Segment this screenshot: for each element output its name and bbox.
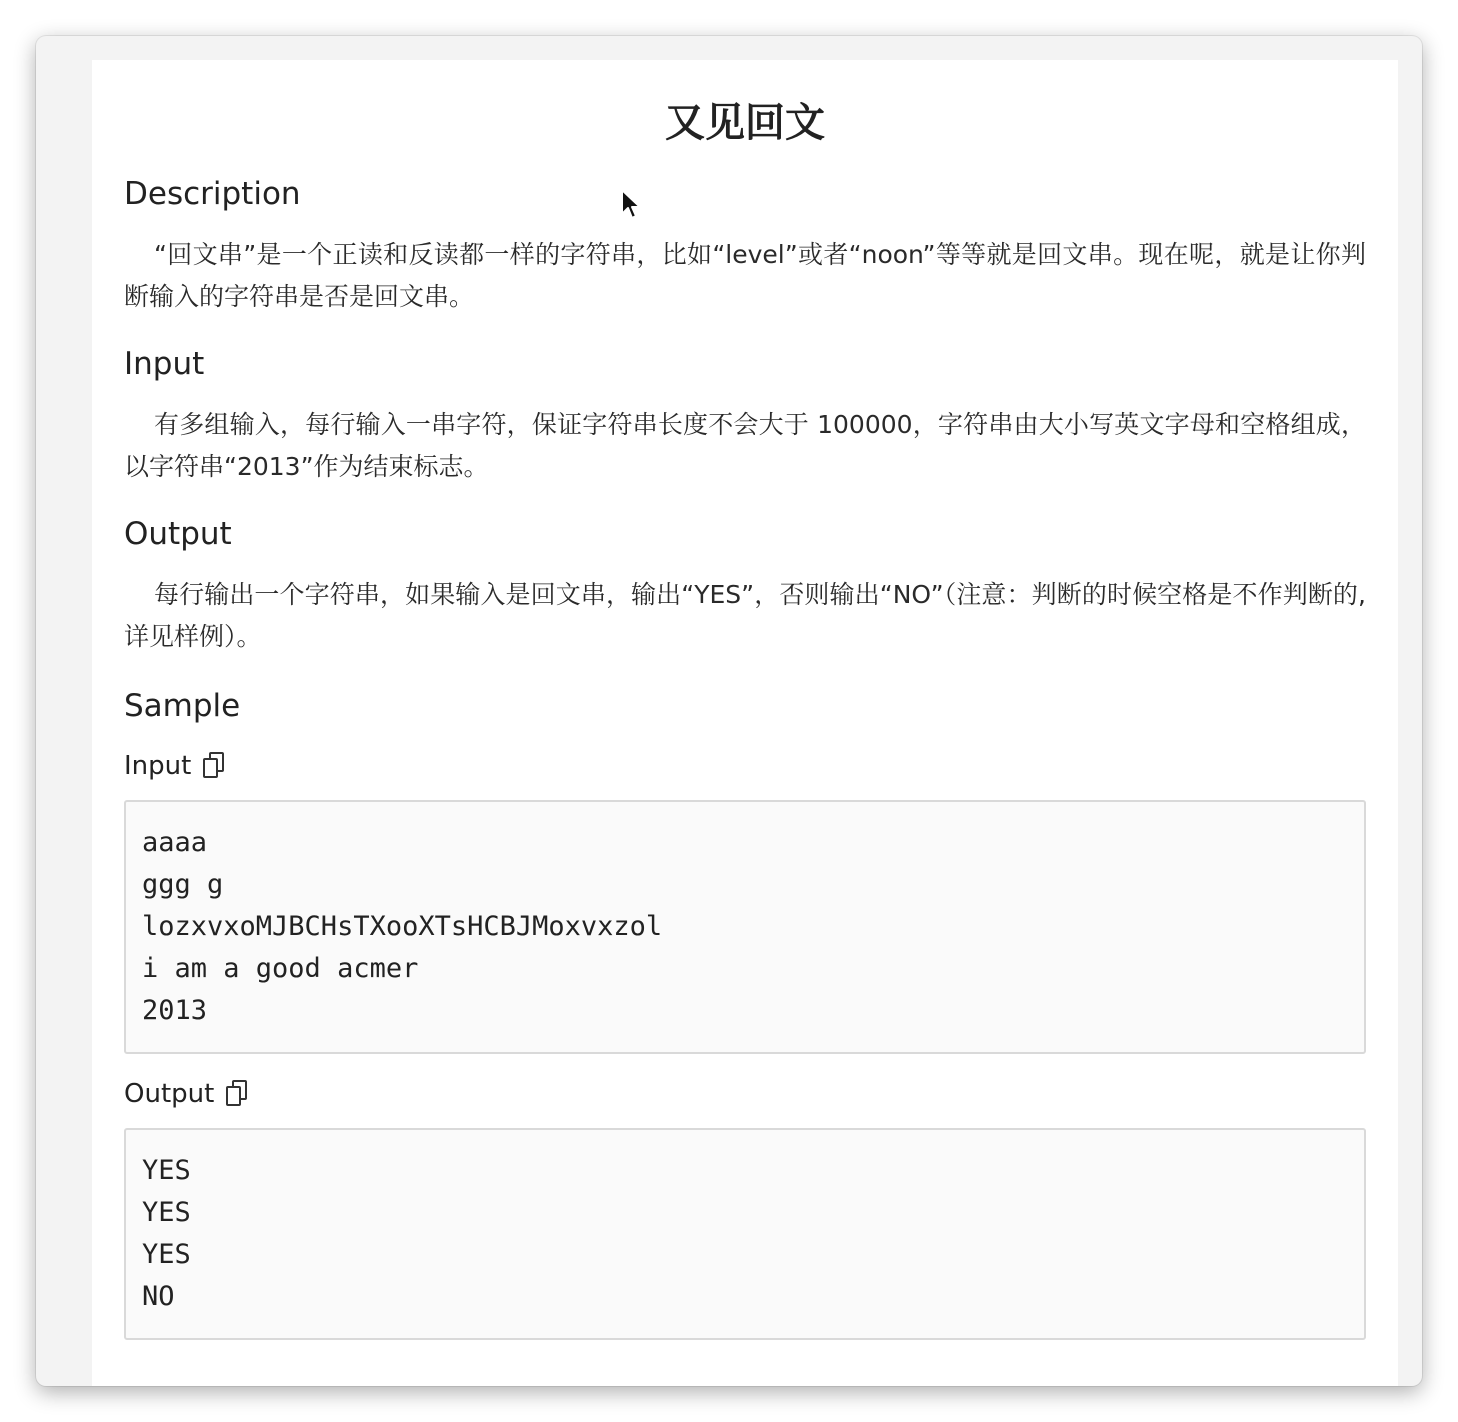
sample-output-line: YES — [142, 1239, 191, 1270]
browser-window — [36, 36, 1422, 1386]
copy-icon[interactable] — [203, 752, 227, 780]
sample-output-header — [124, 1074, 1366, 1114]
output-text: 每行输出一个字符串，如果输入是回文串，输出“YES”，否则输出“NO”（注意：判断的时候空格是不作判断的,详见样例）。 — [124, 580, 1366, 651]
sample-input-label: Input — [124, 751, 192, 781]
problem-title: 又见回文 — [665, 100, 825, 146]
description-heading: Description — [124, 176, 301, 212]
sample-input-box[interactable] — [124, 800, 1366, 1054]
copy-icon-front — [203, 758, 218, 778]
sample-output-line: YES — [142, 1155, 191, 1186]
sample-output-label: Output — [124, 1079, 215, 1109]
sample-input-line: i am a good acmer — [142, 953, 419, 984]
sample-input-line: ggg g — [142, 869, 224, 900]
sample-output-box[interactable] — [124, 1128, 1366, 1340]
problem-card — [92, 60, 1398, 1386]
input-heading: Input — [124, 346, 205, 382]
sample-output-line: YES — [142, 1197, 191, 1228]
sample-input-line: lozxvxoMJBCHsTXooXTsHCBJMoxvxzol — [142, 911, 663, 942]
copy-icon[interactable] — [226, 1080, 250, 1108]
sample-heading: Sample — [124, 688, 241, 724]
copy-icon-front — [226, 1086, 241, 1106]
description-text: “回文串”是一个正读和反读都一样的字符串，比如“level”或者“noon”等等就是回文串。现在呢，就是让你判断输入的字符串是否是回文串。 — [124, 240, 1366, 311]
sample-output-line: NO — [142, 1281, 175, 1312]
sample-input-header — [124, 746, 1366, 786]
input-text: 有多组输入，每行输入一串字符，保证字符串长度不会大于 100000，字符串由大小写英文字母和空格组成，以字符串“2013”作为结束标志。 — [124, 410, 1366, 481]
sample-input-line: aaaa — [142, 827, 208, 858]
sample-input-line: 2013 — [142, 995, 208, 1026]
output-heading: Output — [124, 516, 232, 552]
